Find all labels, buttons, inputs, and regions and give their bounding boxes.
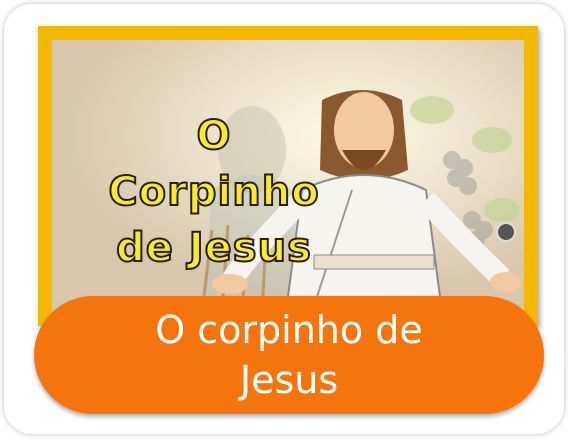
caption-label: O corpinho de Jesus (155, 308, 423, 402)
thumbnail-illustration (52, 40, 524, 312)
lesson-card[interactable] (4, 4, 564, 434)
rotate-icon (496, 222, 516, 242)
thumbnail-title: O Corpinho de Jesus (108, 113, 320, 271)
thumbnail-frame[interactable] (38, 26, 538, 326)
caption-button[interactable] (34, 296, 544, 414)
